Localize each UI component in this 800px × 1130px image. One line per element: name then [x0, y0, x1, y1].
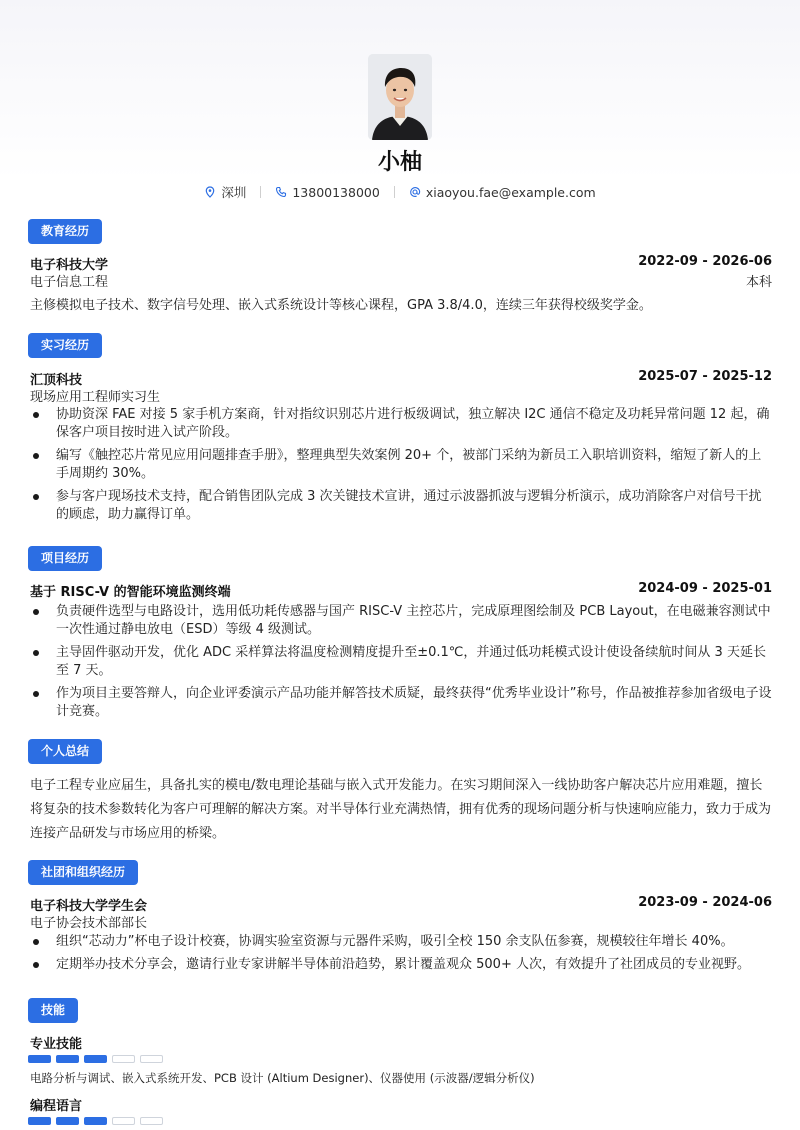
summary-text: 电子工程专业应届生，具备扎实的模电/数电理论基础与嵌入式开发能力。在实习期间深入一线协助客户解决芯片应用难题，擅长将复杂的技术参数转化为客户可理解的解决方案。对半导体行业充满热情，拥有优秀的现场问题分析与快速响应能力，致力于成为连接产品研发与市场应用的桥梁。 [30, 778, 772, 841]
education-sub-row [30, 271, 772, 290]
internship-role: 现场应用工程师实习生 [30, 390, 161, 405]
phone-text: 13800138000 [292, 184, 380, 200]
skill-level-segment [28, 1117, 51, 1125]
company-name: 汇顶科技 [30, 373, 83, 388]
section-tag-education: 教育经历 [28, 219, 102, 244]
project-header-row [30, 581, 772, 600]
project-name: 基于 RISC-V 的智能环境监测终端 [30, 585, 231, 600]
contact-bar [0, 183, 800, 201]
skill-name: 专业技能 [30, 1037, 83, 1052]
section-tag-summary: 个人总结 [28, 739, 102, 764]
section-tag-club: 社团和组织经历 [28, 860, 138, 885]
skill-level-segment [84, 1117, 107, 1125]
divider [260, 186, 261, 198]
skill-header-row [30, 1095, 772, 1114]
club-bullets [30, 933, 772, 979]
internship-bullets [30, 406, 772, 529]
skill-level-bar [28, 1117, 163, 1125]
avatar [368, 54, 432, 140]
location-pin-icon [204, 186, 216, 198]
org-name: 电子科技大学学生会 [30, 899, 148, 914]
section-tag-project: 项目经历 [28, 546, 102, 571]
list-item: 负责硬件选型与电路设计，选用低功耗传感器与国产 RISC-V 主控芯片，完成原理图绘制及 PCB Layout，在电磁兼容测试中一次性通过静电放电（ESD）等级 4 级测试。 [30, 603, 772, 639]
education-date: 2022-09 - 2026-06 [638, 254, 772, 269]
location-text: 深圳 [221, 185, 247, 200]
email-text: xiaoyou.fae@example.com [425, 184, 596, 200]
list-item: 作为项目主要答辩人，向企业评委演示产品功能并解答技术质疑，最终获得“优秀毕业设计”称号，作品被推荐参加省级电子设计竞赛。 [30, 685, 772, 721]
at-sign-icon [409, 186, 421, 198]
internship-date: 2025-07 - 2025-12 [638, 369, 772, 384]
project-date: 2024-09 - 2025-01 [638, 581, 772, 596]
list-item: 参与客户现场技术支持，配合销售团队完成 3 次关键技术宣讲，通过示波器抓波与逻辑分析演示，成功消除客户对信号干扰的顾虑，助力赢得订单。 [30, 488, 772, 524]
skill-level-segment [56, 1055, 79, 1063]
list-item: 编写《触控芯片常见应用问题排查手册》，整理典型失效案例 20+ 个，被部门采纳为新员工入职培训资料，缩短了新人的上手周期约 30%。 [30, 447, 772, 483]
skill-level-segment [140, 1117, 163, 1125]
skill-level-segment [140, 1055, 163, 1063]
skill-level-segment [56, 1117, 79, 1125]
phone-item [275, 185, 379, 200]
skill-level-bar [28, 1055, 163, 1063]
club-date: 2023-09 - 2024-06 [638, 895, 772, 910]
major: 电子信息工程 [30, 275, 109, 290]
internship-sub-row [30, 386, 772, 405]
list-item: 主导固件驱动开发，优化 ADC 采样算法将温度检测精度提升至±0.1℃，并通过低功耗模式设计使设备续航时间从 3 天延长至 7 天。 [30, 644, 772, 680]
education-description: 主修模拟电子技术、数字信号处理、嵌入式系统设计等核心课程，GPA 3.8/4.0，连续三年获得校级奖学金。 [30, 298, 652, 313]
divider [394, 186, 395, 198]
club-sub-row [30, 912, 772, 931]
project-bullets [30, 603, 772, 726]
skill-level-segment [28, 1055, 51, 1063]
location-item [204, 183, 246, 201]
skill-header-row [30, 1033, 772, 1052]
skill-description: 电路分析与调试、嵌入式系统开发、PCB 设计 (Altium Designer)、仪器使用 (示波器/逻辑分析仪) [30, 1071, 535, 1085]
skill-level-segment [112, 1055, 135, 1063]
section-tag-internship: 实习经历 [28, 333, 102, 358]
list-item: 组织“芯动力”杯电子设计校赛，协调实验室资源与元器件采购，吸引全校 150 余支队伍参赛，规模较往年增长 40%。 [30, 933, 772, 951]
phone-icon [275, 186, 287, 198]
skill-name: 编程语言 [30, 1099, 83, 1114]
candidate-name: 小柚 [377, 150, 422, 175]
degree: 本科 [745, 275, 772, 290]
skill-level-segment [112, 1117, 135, 1125]
section-tag-skills: 技能 [28, 998, 78, 1023]
school-name: 电子科技大学 [30, 258, 109, 273]
skill-level-segment [84, 1055, 107, 1063]
email-item [409, 185, 596, 200]
list-item: 协助资深 FAE 对接 5 家手机方案商，针对指纹识别芯片进行板级调试，独立解决 I2C 通信不稳定及功耗异常问题 12 起，确保客户项目按时进入试产阶段。 [30, 406, 772, 442]
list-item: 定期举办技术分享会，邀请行业专家讲解半导体前沿趋势，累计覆盖观众 500+ 人次，有效提升了社团成员的专业视野。 [30, 956, 772, 974]
club-role: 电子协会技术部部长 [30, 916, 148, 931]
